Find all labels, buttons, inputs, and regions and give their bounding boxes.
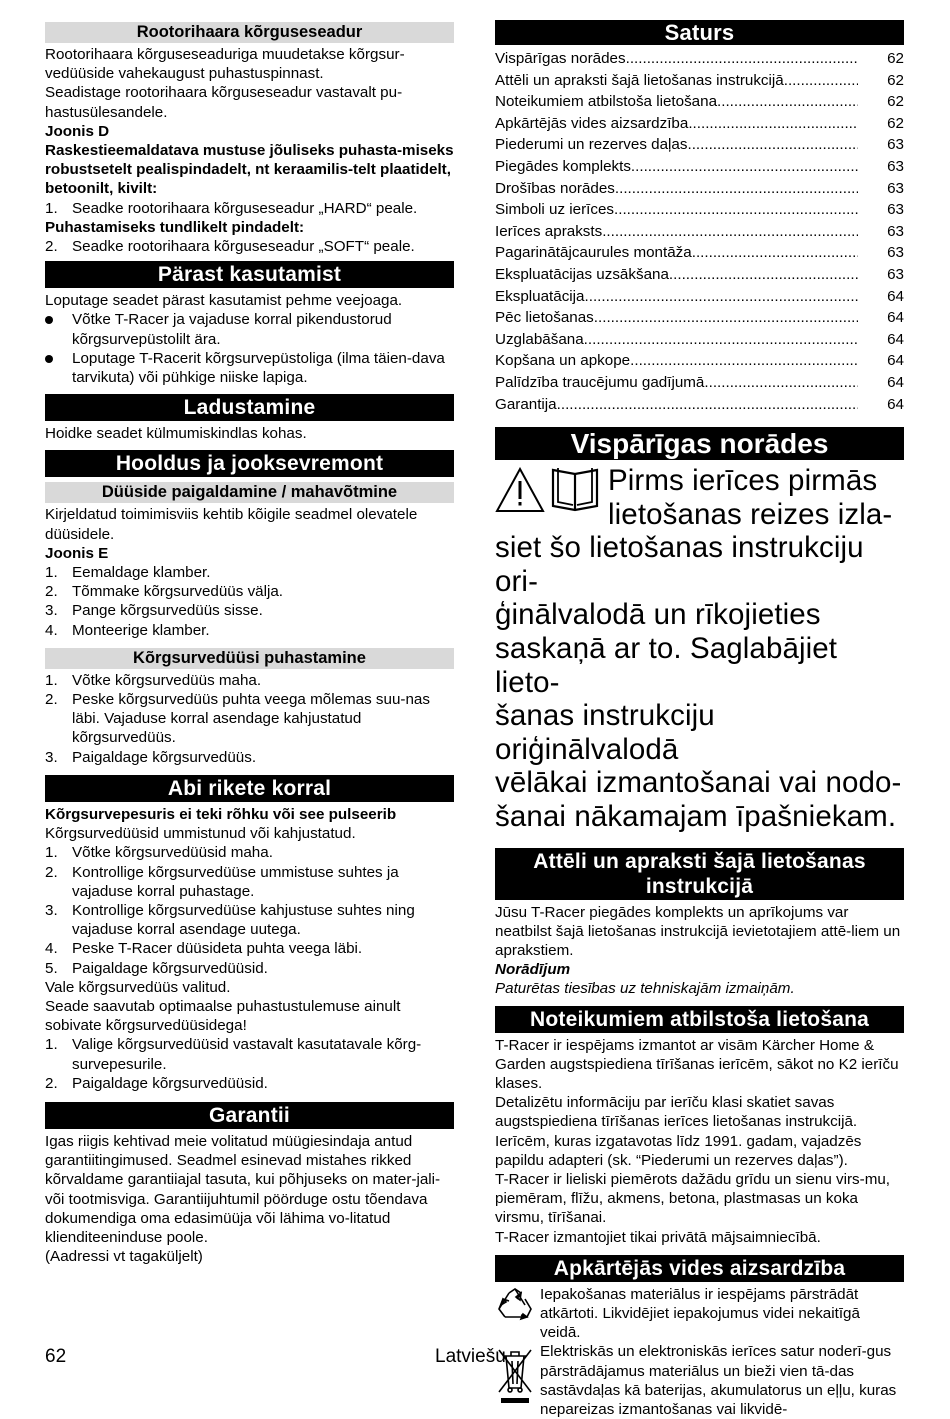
toc-leader-dots [704, 372, 858, 394]
general-notes-line: šanas instrukciju oriģinālvalodā [495, 699, 715, 766]
rotor-paragraph-2: Seadistage rootorihaara kõrguseseadur vastavalt pu-hastusülesandele. [45, 84, 403, 121]
troubleshooting-bold: Kõrgsurvepesuris ei teki rõhku või see pulseerib [45, 805, 397, 823]
toc-leader-dots [688, 113, 858, 135]
bullet-dot [45, 355, 53, 363]
after-use-bullet-2 [45, 349, 454, 387]
after-use-heading: Pärast kasutamist [45, 261, 454, 288]
toc-entry-page: 64 [887, 373, 904, 391]
warning-icon [495, 467, 545, 518]
footer-language: Latviešu [435, 1346, 506, 1367]
list-item [45, 843, 454, 862]
toc-entry-title: Ierīces apraksts [495, 222, 603, 240]
toc-leader-dots [585, 286, 859, 308]
step-text: Peske kõrgsurvedüüs puhta veega mõlemas suu-nas läbi. Vajaduse korral asendage kahjustatud kõrgsurvedüüs. [72, 691, 430, 747]
toc-entry[interactable] [495, 70, 904, 92]
toc-leader-dots [602, 221, 858, 243]
step-number: 1. [45, 1036, 58, 1054]
step-text: Peske T-Racer düüsideta puhta veega läbi. [72, 940, 363, 958]
toc-entry-page: 64 [887, 352, 904, 370]
toc-entry-page: 63 [887, 201, 904, 219]
toc-entry-title: Noteikumiem atbilstoša lietošana [495, 93, 718, 111]
toc-entry-page: 63 [887, 136, 904, 154]
note-label: Norādījum [495, 961, 571, 979]
general-notes-line: vēlākai izmantošanai vai nodo- [495, 766, 902, 800]
recycling-text: Iepakošanas materiālus ir iespējams pārstrādāt atkārtoti. Likvidējiet iepakojumus videi nekaitīgā veidā. [540, 1285, 860, 1342]
step-text: Tõmmake kõrgsurvedüüs välja. [72, 583, 284, 601]
weee-paragraph [495, 1342, 904, 1419]
step-number: 5. [45, 959, 58, 977]
toc-entry[interactable] [495, 372, 904, 394]
bullet-text: Loputage T-Racerit kõrgsurvepüstoliga (ilma täien-dava tarvikuta) või pühkige niiske lapiga. [72, 349, 445, 387]
toc-leader-dots [614, 199, 858, 221]
warranty-paragraph: Igas riigis kehtivad meie volitatud müügiesindaja antud garantiitingimused. Seadmel esinevad mistahes rikked kõrvaldame garantiiajal tasuta, kui põhjuseks on mater-jali- või tootmisviga. Garantiijuhtumil pöörduge ostu tõendava dokumendiga oma edasimüüja või lähima vo-litatud klienditeeninduse poole. [45, 1132, 441, 1246]
nozzle-heading: Düüside paigaldamine / mahavõtmine [45, 482, 454, 503]
toc-leader-dots [631, 156, 858, 178]
warranty-heading: Garantii [45, 1102, 454, 1129]
toc-leader-dots [630, 350, 858, 372]
list-item [45, 671, 454, 690]
step-number: 1. [45, 199, 58, 217]
toc-entry[interactable] [495, 394, 904, 416]
toc-entry-page: 64 [887, 395, 904, 413]
toc-entry-page: 63 [887, 265, 904, 283]
step-text: Kontrollige kõrgsurvedüüse kahjustuse suhtes ning vajaduse korral asendage uutega. [72, 901, 415, 939]
troubleshooting-cause-2: Vale kõrgsurvedüüs valitud. [45, 978, 231, 996]
toc-leader-dots [594, 307, 858, 329]
toc-leader-dots [784, 70, 858, 92]
toc-leader-dots [557, 394, 858, 416]
step-number: 2. [45, 863, 58, 881]
rotor-heading: Rootorihaara kõrguseseadur [45, 22, 454, 43]
list-item [45, 621, 454, 640]
list-item [45, 1074, 454, 1093]
page-number: 62 [45, 1346, 67, 1367]
step-text: Eemaldage klamber. [72, 564, 211, 582]
step-number: 2. [45, 238, 58, 256]
general-notes-line: Pirms ierīces pirmās [608, 464, 878, 498]
nozzle-cleaning-heading: Kõrgsurvedüüsi puhastamine [45, 648, 454, 669]
rotor-step-1 [45, 199, 454, 218]
toc-entry[interactable] [495, 264, 904, 286]
environment-heading: Apkārtējās vides aizsardzība [495, 1255, 904, 1282]
toc-entry-title: Palīdzība traucējumu gadījumā [495, 373, 705, 391]
toc-entry-title: Ekspluatācijas uzsākšana [495, 265, 669, 283]
nozzle-cleaning-steps [45, 671, 454, 767]
troubleshooting-steps [45, 843, 454, 977]
after-use-paragraph: Loputage seadet pärast kasutamist pehme veejoaga. [45, 292, 403, 310]
step-text: Kontrollige kõrgsurvedüüse ummistuse suhtes ja vajaduse korral puhastage. [72, 863, 399, 900]
storage-heading: Ladustamine [45, 394, 454, 421]
images-heading [495, 848, 904, 900]
toc-entry-title: Piegādes komplekts [495, 157, 631, 175]
toc-leader-dots [626, 48, 858, 70]
toc-entry[interactable] [495, 242, 904, 264]
step-number: 4. [45, 940, 58, 958]
toc-entry-page: 64 [887, 309, 904, 327]
general-notes-line: šanai nākamajam īpašniekam. [495, 800, 897, 834]
after-use-bullet-1 [45, 310, 454, 348]
toc-leader-dots [615, 178, 858, 200]
toc-entry[interactable] [495, 199, 904, 221]
toc-leader-dots [692, 242, 858, 264]
step-number: 1. [45, 671, 58, 689]
toc-entry-title: Ekspluatācija [495, 287, 585, 305]
note-text: Paturētas tiesības uz tehniskajām izmaiņām. [495, 980, 795, 998]
step-text: Seadke rootorihaara kõrguseseadur „SOFT“ peale. [72, 238, 415, 256]
list-item [45, 959, 454, 978]
toc-entry-title: Pagarinātājcaurules montāža [495, 244, 692, 262]
toc-entry-page: 63 [887, 179, 904, 197]
left-column [45, 20, 454, 1266]
general-notes-block [495, 464, 904, 834]
toc-entry-page: 62 [887, 114, 904, 132]
manual-book-icon [549, 464, 601, 517]
toc-entry[interactable] [495, 156, 904, 178]
list-item [45, 582, 454, 601]
toc-entry[interactable] [495, 329, 904, 351]
toc-entry-page: 64 [887, 330, 904, 348]
step-number: 2. [45, 1074, 58, 1092]
list-item [45, 939, 454, 958]
toc-entry-title: Apkārtējās vides aizsardzība [495, 114, 689, 132]
intended-use-paragraph-1: T-Racer ir iespējams izmantot ar visām Kärcher Home & Garden augstspiediena tīrīšanas ierīcēm, sākot no K2 ierīču klases. [495, 1036, 899, 1093]
step-text: Võtke kõrgsurvedüüs maha. [72, 671, 262, 689]
toc-entry-page: 62 [887, 50, 904, 67]
table-of-contents [495, 48, 904, 415]
nozzle-steps-list [45, 563, 454, 640]
toc-entry-page: 64 [887, 287, 904, 305]
toc-entry[interactable] [495, 178, 904, 200]
toc-entry[interactable] [495, 307, 904, 329]
toc-entry-title: Uzglabāšana [495, 330, 584, 348]
toc-entry[interactable] [495, 350, 904, 372]
storage-paragraph: Hoidke seadet külmumiskindlas kohas. [45, 425, 307, 443]
list-item [45, 1035, 454, 1073]
step-text: Monteerige klamber. [72, 621, 210, 639]
right-column [495, 20, 904, 1419]
images-heading-line-2: instrukcijā [645, 874, 754, 898]
figure-d-label: Joonis D [45, 122, 110, 140]
toc-heading: Saturs [495, 20, 904, 45]
figure-e-label: Joonis E [45, 544, 109, 562]
list-item [45, 563, 454, 582]
step-number: 2. [45, 583, 58, 601]
toc-entry-title: Piederumi un rezerves daļas [495, 136, 688, 154]
step-text: Seadke rootorihaara kõrguseseadur „HARD“ peale. [72, 199, 418, 217]
bullet-dot [45, 316, 53, 324]
toc-entry-page: 63 [887, 222, 904, 240]
warranty-address-note: (Aadressi vt tagaküljelt) [45, 1248, 203, 1266]
toc-entry-page: 63 [887, 244, 904, 262]
rotor-bold-text: Raskestieemaldatava mustuse jõuliseks puhasta-miseks robustsetelt pealispindadelt, nt keraamilis-telt plaatidelt, betoonilt, kivilt: [45, 142, 454, 198]
toc-entry-title: Kopšana un apkope [495, 352, 631, 370]
list-item [45, 901, 454, 939]
troubleshooting-steps-2 [45, 1035, 454, 1093]
step-number: 4. [45, 621, 58, 639]
list-item [45, 748, 454, 767]
step-number: 2. [45, 691, 58, 709]
toc-entry-title: Simboli uz ierīces [495, 201, 615, 219]
troubleshooting-note: Seade saavutab optimaalse puhastustulemuse ainult sobivate kõrgsurvedüüsidega! [45, 997, 401, 1035]
general-notes-line: saskaņā ar to. Saglabājiet lieto- [495, 632, 838, 699]
toc-leader-dots [717, 91, 858, 113]
toc-entry[interactable] [495, 91, 904, 113]
general-notes-line: lietošanas reizes izla- [608, 497, 893, 531]
step-number: 3. [45, 602, 58, 620]
step-text: Pange kõrgsurvedüüs sisse. [72, 602, 263, 620]
intended-use-heading: Noteikumiem atbilstoša lietošana [495, 1006, 904, 1033]
step-text: Võtke kõrgsurvedüüsid maha. [72, 844, 273, 862]
list-item [45, 690, 454, 748]
weee-text: Elektriskās un elektroniskās ierīces satur noderī-gus pārstrādājamus materiālus un bieži vien tā-das sastāvdaļas kā baterijas, akumulatorus un eļļu, kuras nepareizas izmantošanas vai likvidē- [540, 1343, 897, 1419]
toc-entry-page: 62 [887, 93, 904, 111]
general-notes-line: siet šo lietošanas instrukciju ori- [495, 531, 864, 598]
toc-entry[interactable] [495, 134, 904, 156]
step-number: 3. [45, 901, 58, 919]
toc-entry-title: Garantija [495, 395, 557, 413]
toc-entry-page: 62 [887, 71, 904, 89]
toc-entry-title: Drošības norādes [495, 179, 615, 197]
toc-leader-dots [669, 264, 858, 286]
recycling-icon [495, 1287, 535, 1332]
step-number: 1. [45, 844, 58, 862]
toc-entry-title: Attēli un apraksti šajā lietošanas instrukcijā [495, 71, 784, 89]
nozzle-paragraph: Kirjeldatud toimimisviis kehtib kõigile seadmel olevatele düüsidele. [45, 506, 418, 543]
intended-use-paragraph-3: T-Racer ir lieliski piemērots dažādu grīdu un sienu virs-mu, piemēram, flīžu, akmens, betona, plastmasas un koka virsmu, tīrīšanai. [495, 1171, 891, 1227]
recycling-paragraph [495, 1285, 904, 1343]
step-text: Valige kõrgsurvedüüsid vastavalt kasutatavale kõrg-survepesurile. [72, 1036, 422, 1073]
rotor-bold-text-2: Puhastamiseks tundlikelt pindadelt: [45, 218, 305, 236]
toc-entry-page: 63 [887, 157, 904, 175]
care-heading: Hooldus ja jooksevremont [45, 450, 454, 477]
general-notes-heading: Vispārīgas norādes [495, 427, 904, 460]
toc-entry-title: Pēc lietošanas [495, 309, 594, 327]
rotor-step-2 [45, 237, 454, 256]
step-number: 3. [45, 748, 58, 766]
toc-leader-dots [687, 134, 858, 156]
toc-entry[interactable] [495, 48, 904, 70]
rotor-paragraph-1: Rootorihaara kõrguseseaduriga muudetakse kõrgsur-vedüüside vahekaugust puhastuspinnast. [45, 46, 405, 83]
step-text: Paigaldage kõrgsurvedüüsid. [72, 959, 268, 977]
intended-use-paragraph-4: T-Racer izmantojiet tikai privātā mājsaimniecībā. [495, 1228, 821, 1246]
general-notes-line: ģinālvalodā un rīkojieties [495, 598, 821, 632]
toc-entry[interactable] [495, 221, 904, 243]
troubleshooting-heading: Abi rikete korral [45, 775, 454, 802]
toc-leader-dots [584, 329, 858, 351]
step-text: Paigaldage kõrgsurvedüüsid. [72, 1074, 268, 1092]
step-number: 1. [45, 564, 58, 582]
list-item [45, 601, 454, 620]
toc-entry-title: Vispārīgas norādes [495, 50, 626, 67]
bullet-text: Võtke T-Racer ja vajaduse korral pikendustorud kõrgsurvepüstolilt ära. [72, 311, 392, 348]
intended-use-paragraph-2: Detalizētu informāciju par ierīču klasi skatiet savas augstspiediena tīrīšanas ierīces lietošanas instrukcijā. Ierīcēm, kuras izgatavotas līdz 1991. gadam, vajadzēs papildu adapteri (sk. “Piederumi un rezerves daļas”). [495, 1094, 862, 1169]
list-item [45, 863, 454, 901]
step-text: Paigaldage kõrgsurvedüüs. [72, 748, 257, 766]
images-heading-line-1: Attēli un apraksti šajā lietošanas [533, 849, 866, 873]
troubleshooting-cause-1: Kõrgsurvedüüsid ummistunud või kahjustatud. [45, 825, 356, 843]
toc-entry[interactable] [495, 286, 904, 308]
images-paragraph: Jūsu T-Racer piegādes komplekts un aprīkojums var neatbilst šajā lietošanas instrukcijā ievietotajiem attē-liem un aprakstiem. [495, 903, 901, 960]
toc-entry[interactable] [495, 113, 904, 135]
